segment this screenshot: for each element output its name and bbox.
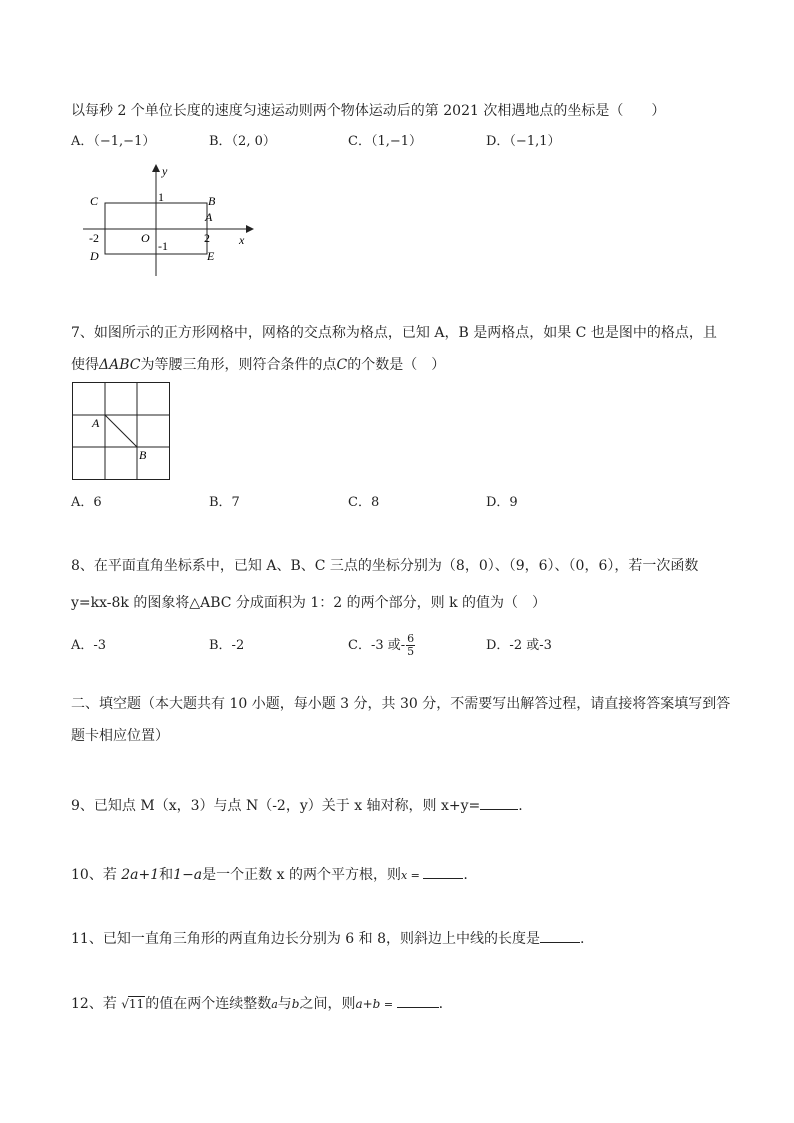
fraction-6-5: $\frac{6}{5}$ xyxy=(407,632,415,658)
q7-option-c: C．8 xyxy=(348,495,380,510)
q6-option-b: B．（2, 0） xyxy=(209,134,276,149)
q6-stem-tail: 以每秒 2 个单位长度的速度匀速运动则两个物体运动后的第 2021 次相遇地点的坐标是（ ） xyxy=(71,103,666,119)
q11-question: 11、已知一直角三角形的两直角边长分别为 6 和 8，则斜边上中线的长度是 . xyxy=(71,928,584,949)
q7-option-a: A．6 xyxy=(71,495,102,510)
point-a-label: A xyxy=(205,210,213,224)
q6-option-a: A．（−1,−1） xyxy=(71,134,156,149)
point-c-label: C xyxy=(90,194,99,208)
point-d-label: D xyxy=(90,249,99,263)
q8-option-b: B．-2 xyxy=(209,638,245,653)
grid-point-a-label: A xyxy=(92,416,100,430)
q8-option-d: D．-2 或-3 xyxy=(486,638,552,653)
point-e-label: E xyxy=(207,249,215,263)
q6-coordinate-figure xyxy=(78,160,258,280)
y-axis-label: y xyxy=(162,164,168,178)
q7-option-d: D．9 xyxy=(486,495,518,510)
x-axis-label: x xyxy=(239,233,245,247)
tick-y-neg1: -1 xyxy=(158,239,168,253)
q8-stem-line1: 8、在平面直角坐标系中，已知 A、B、C 三点的坐标分别为（8，0）、（9，6）、（0，6），若一次函数 xyxy=(71,558,699,574)
q10-question: 10、若 2a+1和1−a是一个正数 x 的两个平方根，则x = . xyxy=(71,864,468,886)
point-b-label: B xyxy=(208,194,216,208)
origin-label: O xyxy=(141,231,150,245)
q8-option-a: A．-3 xyxy=(71,638,107,653)
q9-answer-blank xyxy=(480,795,518,810)
q10-answer-blank xyxy=(423,864,463,879)
y-axis-arrow xyxy=(152,164,160,172)
x-axis-arrow xyxy=(246,225,254,233)
q6-option-d: D．（−1,1） xyxy=(486,134,561,149)
tick-x-2: 2 xyxy=(204,231,210,245)
tick-x-neg2: -2 xyxy=(89,231,99,245)
q12-question: 12、若 √11的值在两个连续整数a与b之间，则a+b = . xyxy=(71,993,443,1015)
q7-stem-line2: 使得ΔABC为等腰三角形，则符合条件的点C的个数是（ ） xyxy=(71,357,446,373)
tick-y-1: 1 xyxy=(158,190,164,204)
q12-answer-blank xyxy=(397,993,439,1008)
q8-option-c: C．-3 或- $\frac{6}{5}$ xyxy=(348,632,415,658)
segment-ab xyxy=(105,415,137,447)
q6-option-c: C．（1,−1） xyxy=(348,134,423,149)
q7-square-grid xyxy=(72,382,172,482)
q9-question: 9、已知点 M（x，3）与点 N（-2，y）关于 x 轴对称，则 x+y= . xyxy=(71,795,523,816)
q11-answer-blank xyxy=(540,928,580,943)
q8-stem-line2: y=kx-8k 的图象将△ABC 分成面积为 1：2 的两个部分，则 k 的值为（ ） xyxy=(71,595,547,611)
q7-option-b: B．7 xyxy=(209,495,240,510)
q7-stem-line1: 7、如图所示的正方形网格中，网格的交点称为格点，已知 A，B 是两格点，如果 C 也是图中的格点，且 xyxy=(71,325,717,341)
grid-point-b-label: B xyxy=(139,448,147,462)
section2-heading-line2: 题卡相应位置） xyxy=(71,728,169,744)
section2-heading-line1: 二、填空题（本大题共有 10 小题，每小题 3 分，共 30 分，不需要写出解答过程，请直接将答案填写到答 xyxy=(71,696,731,712)
